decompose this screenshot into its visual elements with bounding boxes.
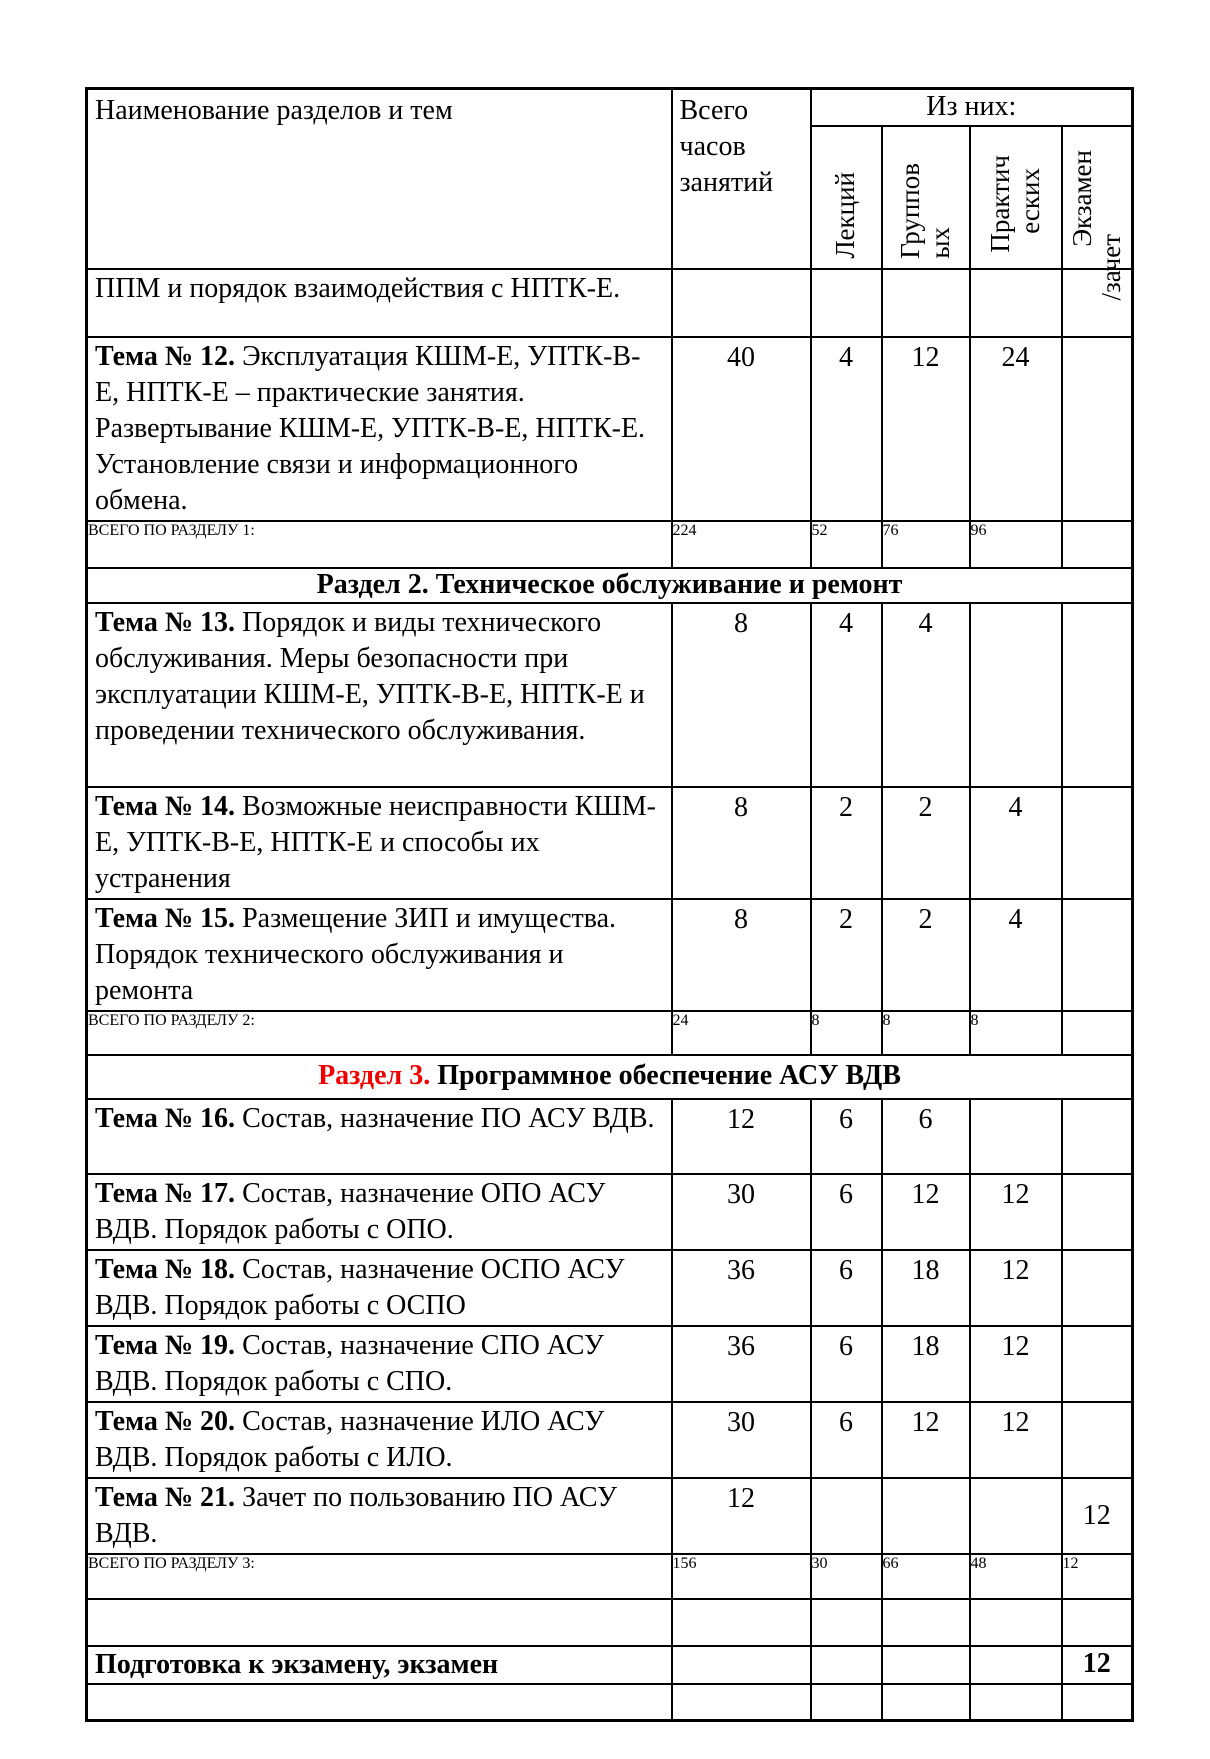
vertical-label-group-1: Группов bbox=[895, 162, 926, 259]
topic-name-cell bbox=[87, 269, 672, 337]
total-hours-cell: 40 bbox=[672, 337, 811, 521]
topic-row bbox=[87, 1250, 1133, 1326]
topic-number: Тема № 13. bbox=[95, 606, 236, 638]
vertical-label-lectures: Лекций bbox=[830, 171, 861, 259]
empty-cell bbox=[672, 1599, 811, 1646]
lectures-hours-cell: 2 bbox=[811, 787, 882, 899]
group-hours-cell: 12 bbox=[882, 1402, 970, 1478]
lectures-hours-cell: 2 bbox=[811, 899, 882, 1011]
empty-row bbox=[87, 1684, 1133, 1721]
empty-cell bbox=[882, 1684, 970, 1721]
empty-cell bbox=[811, 1684, 882, 1721]
empty-cell bbox=[882, 1599, 970, 1646]
topic-title-text: Состав, назначение ОСПО АСУ ВДВ. Порядок работы с ОСПО bbox=[95, 1253, 625, 1321]
topic-row bbox=[87, 269, 1133, 337]
lectures-hours-cell: 52 bbox=[811, 521, 882, 568]
topic-row bbox=[87, 337, 1133, 521]
practical-hours-cell: 4 bbox=[970, 787, 1062, 899]
empty-row bbox=[87, 1599, 1133, 1646]
section-title-text: Раздел 2. Техническое обслуживание и ремонт bbox=[316, 568, 903, 600]
topic-title-text: Эксплуатация КШМ-Е, УПТК-В-Е, НПТК-Е – практические занятия. Развертывание КШМ-Е, УПТК-В-Е, НПТК-Е. Установление связи и информационного обмена. bbox=[95, 340, 646, 516]
practical-hours-cell: 12 bbox=[970, 1402, 1062, 1478]
topic-number: Тема № 20. bbox=[95, 1405, 236, 1437]
lectures-hours-cell bbox=[811, 1646, 882, 1684]
topic-name-cell bbox=[87, 1478, 672, 1554]
topic-row bbox=[87, 1099, 1133, 1174]
section-header-row bbox=[87, 568, 1133, 603]
section-total-label: ВСЕГО ПО РАЗДЕЛУ 3: bbox=[87, 1554, 672, 1599]
topic-number: Тема № 19. bbox=[95, 1329, 236, 1361]
topic-number: Тема № 21. bbox=[95, 1481, 236, 1513]
lectures-hours-cell: 6 bbox=[811, 1174, 882, 1250]
col-header-total-hours: Всего часов занятий bbox=[672, 89, 811, 269]
exam-hours-cell bbox=[1062, 1011, 1133, 1055]
vertical-label-practical-2: еских bbox=[1015, 167, 1046, 234]
topic-row bbox=[87, 1326, 1133, 1402]
table-body bbox=[87, 269, 1133, 1721]
col-header-practical bbox=[970, 126, 1062, 269]
total-hours-cell: 30 bbox=[672, 1174, 811, 1250]
topic-title-text: Состав, назначение ПО АСУ ВДВ. bbox=[235, 1102, 655, 1134]
topic-number: Тема № 16. bbox=[95, 1102, 236, 1134]
total-hours-cell: 8 bbox=[672, 603, 811, 787]
total-hours-cell: 12 bbox=[672, 1099, 811, 1174]
empty-cell bbox=[87, 1684, 672, 1721]
section-total-row bbox=[87, 1554, 1133, 1599]
col-header-of-them: Из них: bbox=[811, 89, 1133, 126]
practical-hours-cell: 96 bbox=[970, 521, 1062, 568]
vertical-label-wrap bbox=[1063, 127, 1132, 301]
topic-name-cell bbox=[87, 1326, 672, 1402]
exam-hours-cell bbox=[1062, 603, 1133, 787]
group-hours-cell: 12 bbox=[882, 1174, 970, 1250]
topic-name-cell bbox=[87, 603, 672, 787]
col-header-name: Наименование разделов и тем bbox=[87, 89, 672, 269]
topic-name-cell bbox=[87, 787, 672, 899]
topic-name-cell bbox=[87, 337, 672, 521]
total-hours-cell: 8 bbox=[672, 787, 811, 899]
group-hours-cell: 6 bbox=[882, 1099, 970, 1174]
empty-cell bbox=[672, 1684, 811, 1721]
vertical-label-practical-1: Практич bbox=[985, 154, 1016, 253]
lectures-hours-cell bbox=[811, 269, 882, 337]
topic-row bbox=[87, 603, 1133, 787]
section-title-cell bbox=[87, 1055, 1133, 1099]
exam-hours-cell bbox=[1062, 1099, 1133, 1174]
exam-hours-cell bbox=[1062, 521, 1133, 568]
curriculum-table bbox=[85, 87, 1134, 1722]
topic-title-text: Зачет по пользованию ПО АСУ ВДВ. bbox=[95, 1481, 617, 1549]
lectures-hours-cell: 4 bbox=[811, 603, 882, 787]
total-hours-cell: 30 bbox=[672, 1402, 811, 1478]
group-hours-cell: 2 bbox=[882, 787, 970, 899]
topic-title-text: ППМ и порядок взаимодействия с НПТК-Е. bbox=[95, 272, 621, 304]
topic-title-text: Размещение ЗИП и имущества. Порядок технического обслуживания и ремонта bbox=[95, 902, 617, 1006]
total-hours-cell bbox=[672, 269, 811, 337]
exam-hours-cell bbox=[1062, 899, 1133, 1011]
practical-hours-cell bbox=[970, 1478, 1062, 1554]
total-hours-cell: 8 bbox=[672, 899, 811, 1011]
practical-hours-cell bbox=[970, 1646, 1062, 1684]
section-total-label: ВСЕГО ПО РАЗДЕЛУ 1: bbox=[87, 521, 672, 568]
practical-hours-cell: 4 bbox=[970, 899, 1062, 1011]
lectures-hours-cell: 4 bbox=[811, 337, 882, 521]
empty-cell bbox=[1062, 1599, 1133, 1646]
section-number-red: Раздел 3. bbox=[318, 1060, 431, 1092]
lectures-hours-cell: 8 bbox=[811, 1011, 882, 1055]
exam-hours-cell bbox=[1062, 337, 1133, 521]
vertical-label-wrap bbox=[971, 127, 1061, 267]
empty-cell bbox=[811, 1599, 882, 1646]
total-hours-cell: 24 bbox=[672, 1011, 811, 1055]
total-hours-cell: 12 bbox=[672, 1478, 811, 1554]
total-hours-cell bbox=[672, 1646, 811, 1684]
exam-hours-cell: 12 bbox=[1062, 1478, 1133, 1554]
topic-number: Тема № 17. bbox=[95, 1177, 236, 1209]
practical-hours-cell bbox=[970, 1099, 1062, 1174]
exam-hours-cell bbox=[1062, 787, 1133, 899]
section-title-text: Программное обеспечение АСУ ВДВ bbox=[430, 1060, 901, 1092]
lectures-hours-cell: 6 bbox=[811, 1326, 882, 1402]
empty-cell bbox=[1062, 1684, 1133, 1721]
group-hours-cell bbox=[882, 1646, 970, 1684]
practical-hours-cell: 24 bbox=[970, 337, 1062, 521]
topic-number: Тема № 15. bbox=[95, 902, 236, 934]
topic-row bbox=[87, 787, 1133, 899]
vertical-label-wrap bbox=[883, 127, 969, 267]
section-total-row bbox=[87, 1011, 1133, 1055]
topic-row bbox=[87, 1174, 1133, 1250]
empty-cell bbox=[87, 1599, 672, 1646]
col-header-lectures bbox=[811, 126, 882, 269]
vertical-label-exam-1: Экзамен bbox=[1066, 149, 1097, 247]
lectures-hours-cell bbox=[811, 1478, 882, 1554]
practical-hours-cell: 8 bbox=[970, 1011, 1062, 1055]
group-hours-cell: 4 bbox=[882, 603, 970, 787]
total-hours-cell: 156 bbox=[672, 1554, 811, 1599]
group-hours-cell: 18 bbox=[882, 1250, 970, 1326]
group-hours-cell bbox=[882, 1478, 970, 1554]
practical-hours-cell bbox=[970, 269, 1062, 337]
group-hours-cell: 18 bbox=[882, 1326, 970, 1402]
topic-number: Тема № 18. bbox=[95, 1253, 236, 1285]
vertical-label-group-2: ых bbox=[925, 226, 956, 259]
lectures-hours-cell: 30 bbox=[811, 1554, 882, 1599]
group-hours-cell: 2 bbox=[882, 899, 970, 1011]
practical-hours-cell: 48 bbox=[970, 1554, 1062, 1599]
topic-name-cell bbox=[87, 1174, 672, 1250]
lectures-hours-cell: 6 bbox=[811, 1250, 882, 1326]
exam-hours-cell bbox=[1062, 1326, 1133, 1402]
topic-row bbox=[87, 899, 1133, 1011]
exam-hours-cell bbox=[1062, 1402, 1133, 1478]
total-hours-cell: 36 bbox=[672, 1250, 811, 1326]
exam-prep-label: Подготовка к экзамену, экзамен bbox=[87, 1646, 672, 1684]
topic-name-cell bbox=[87, 1402, 672, 1478]
section-title-cell bbox=[87, 568, 1133, 603]
topic-title-text: Состав, назначение ИЛО АСУ ВДВ. Порядок работы с ИЛО. bbox=[95, 1405, 605, 1473]
section-total-label: ВСЕГО ПО РАЗДЕЛУ 2: bbox=[87, 1011, 672, 1055]
topic-row bbox=[87, 1402, 1133, 1478]
group-hours-cell bbox=[882, 269, 970, 337]
exam-hours-cell bbox=[1062, 1250, 1133, 1326]
section-header-row bbox=[87, 1055, 1133, 1099]
empty-cell bbox=[970, 1599, 1062, 1646]
exam-prep-row bbox=[87, 1646, 1133, 1684]
col-header-group bbox=[882, 126, 970, 269]
section-total-row bbox=[87, 521, 1133, 568]
practical-hours-cell: 12 bbox=[970, 1326, 1062, 1402]
topic-name-cell bbox=[87, 1250, 672, 1326]
topic-title-text: Порядок и виды технического обслуживания. Меры безопасности при эксплуатации КШМ-Е, УПТК-В-Е, НПТК-Е и проведении технического обслуживания. bbox=[95, 606, 645, 746]
exam-hours-cell: 12 bbox=[1062, 1554, 1133, 1599]
topic-name-cell bbox=[87, 899, 672, 1011]
group-hours-cell: 12 bbox=[882, 337, 970, 521]
col-header-exam bbox=[1062, 126, 1133, 301]
vertical-label-wrap bbox=[812, 127, 881, 267]
practical-hours-cell: 12 bbox=[970, 1250, 1062, 1326]
group-hours-cell: 76 bbox=[882, 521, 970, 568]
lectures-hours-cell: 6 bbox=[811, 1099, 882, 1174]
total-hours-cell: 224 bbox=[672, 521, 811, 568]
lectures-hours-cell: 6 bbox=[811, 1402, 882, 1478]
practical-hours-cell bbox=[970, 603, 1062, 787]
topic-title-text: Состав, назначение СПО АСУ ВДВ. Порядок работы с СПО. bbox=[95, 1329, 604, 1397]
topic-number: Тема № 12. bbox=[95, 340, 236, 372]
topic-number: Тема № 14. bbox=[95, 790, 236, 822]
group-hours-cell: 8 bbox=[882, 1011, 970, 1055]
topic-row bbox=[87, 1478, 1133, 1554]
exam-hours-cell: 12 bbox=[1062, 1646, 1133, 1684]
header-row-top bbox=[87, 89, 1133, 126]
group-hours-cell: 66 bbox=[882, 1554, 970, 1599]
topic-name-cell bbox=[87, 1099, 672, 1174]
practical-hours-cell: 12 bbox=[970, 1174, 1062, 1250]
vertical-label-exam-2: /зачет bbox=[1096, 234, 1127, 301]
total-hours-cell: 36 bbox=[672, 1326, 811, 1402]
exam-hours-cell bbox=[1062, 1174, 1133, 1250]
topic-title-text: Состав, назначение ОПО АСУ ВДВ. Порядок работы с ОПО. bbox=[95, 1177, 606, 1245]
empty-cell bbox=[970, 1684, 1062, 1721]
topic-title-text: Возможные неисправности КШМ-Е, УПТК-В-Е, НПТК-Е и способы их устранения bbox=[95, 790, 656, 894]
